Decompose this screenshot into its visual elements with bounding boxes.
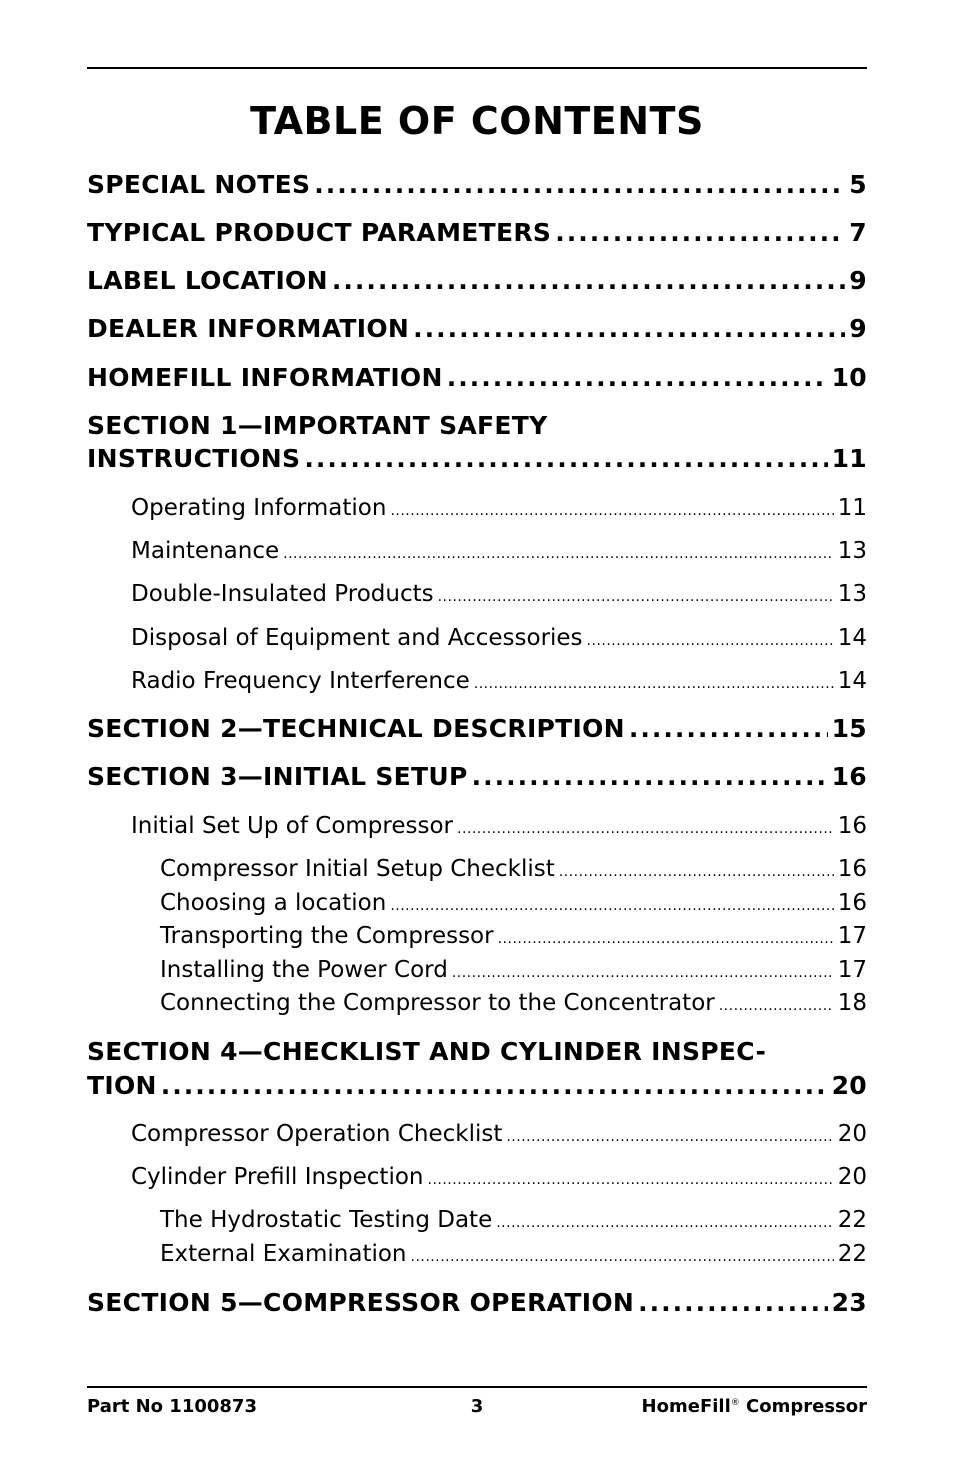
toc-entry-compressor-operation-checklist[interactable] [131,1121,867,1147]
footer-part-number: Part No 1100873 [87,1396,257,1417]
toc-entry-page: 14 [837,625,867,651]
toc-entry-page: 11 [837,495,867,521]
toc-entry-label: DEALER INFORMATION [87,314,410,343]
page-title: TABLE OF CONTENTS [250,99,704,143]
top-rule [87,67,867,69]
toc-entry-label: The Hydrostatic Testing Date [160,1207,493,1233]
toc-entry-label: Compressor Initial Setup Checklist [160,856,555,882]
toc-entry-label: INSTRUCTIONS [87,444,301,473]
dot-leader [638,1288,827,1317]
toc-entry-connecting-to-concentrator[interactable] [160,990,867,1016]
toc-entry-label: Installing the Power Cord [160,957,448,983]
toc-entry-label: SECTION 5—COMPRESSOR OPERATION [87,1288,635,1317]
toc-entry-page: 13 [837,581,867,607]
toc-entry-radio-frequency-interference[interactable] [131,668,867,694]
toc-entry-label: Compressor Operation Checklist [131,1121,503,1147]
registered-mark: ® [730,1398,740,1408]
toc-entry-label: TION [87,1071,157,1100]
toc-entry-page: 20 [837,1164,867,1190]
toc-entry-label: Transporting the Compressor [160,923,494,949]
toc-entry-page: 18 [837,990,867,1016]
toc-entry-page: 9 [849,314,867,343]
toc-entry-page: 17 [837,923,867,949]
toc-entry-page: 7 [849,218,867,247]
toc-entry-label: Double-Insulated Products [131,581,434,607]
dot-leader [411,1249,834,1265]
dot-leader [447,363,828,392]
toc-entry-label: LABEL LOCATION [87,266,328,295]
toc-entry-label: Initial Set Up of Compressor [131,813,453,839]
toc-entry-label: Cylinder Prefill Inspection [131,1164,424,1190]
dot-leader [719,998,834,1014]
toc-entry-homefill-information[interactable] [87,363,867,392]
toc-entry-typical-product-parameters[interactable] [87,218,867,247]
toc-entry-label: Connecting the Compressor to the Concentrator [160,990,715,1016]
toc-entry-page: 10 [831,363,867,392]
dot-leader [555,218,845,247]
toc-entry-label: HOMEFILL INFORMATION [87,363,443,392]
toc-entry-double-insulated-products[interactable] [131,581,867,607]
dot-leader [304,444,827,473]
toc-entry-initial-set-up[interactable] [131,813,867,839]
toc-entry-label: External Examination [160,1241,407,1267]
toc-entry-section-3[interactable] [87,762,867,791]
toc-entry-label: Maintenance [131,538,280,564]
toc-entry-section-4[interactable] [87,1071,867,1100]
toc-entry-label: TYPICAL PRODUCT PARAMETERS [87,218,552,247]
toc-entry-section-5[interactable] [87,1288,867,1317]
toc-entry-section-1-line1[interactable]: SECTION 1—IMPORTANT SAFETY [87,411,548,440]
dot-leader [438,589,834,605]
dot-leader [474,676,834,692]
toc-entry-special-notes[interactable] [87,170,867,199]
toc-entry-page: 20 [837,1121,867,1147]
toc-entry-page: 11 [831,444,867,473]
toc-entry-page: 13 [837,538,867,564]
dot-leader [496,1215,833,1231]
toc-entry-page: 16 [837,856,867,882]
dot-leader [629,714,828,743]
toc-entry-page: 16 [837,890,867,916]
toc-entry-label: Operating Information [131,495,387,521]
toc-entry-operating-information[interactable] [131,495,867,521]
toc-entry-transporting[interactable] [160,923,867,949]
toc-entry-page: 17 [837,957,867,983]
toc-entry-page: 23 [831,1288,867,1317]
dot-leader [506,1129,833,1145]
toc-entry-label: Radio Frequency Interference [131,668,470,694]
dot-leader [428,1172,834,1188]
dot-leader [472,762,828,791]
toc-entry-page: 5 [849,170,867,199]
toc-entry-page: 22 [837,1241,867,1267]
dot-leader [498,931,834,947]
footer-product: HomeFill [641,1396,731,1417]
toc-entry-page: 9 [849,266,867,295]
toc-entry-page: 20 [831,1071,867,1100]
toc-entry-installing-power-cord[interactable] [160,957,867,983]
toc-entry-cylinder-prefill-inspection[interactable] [131,1164,867,1190]
dot-leader [390,898,833,914]
toc-entry-label: Choosing a location [160,890,387,916]
toc-entry-dealer-information[interactable] [87,314,867,343]
toc-entry-label-location[interactable] [87,266,867,295]
toc-entry-page: 15 [831,714,867,743]
toc-entry-maintenance[interactable] [131,538,867,564]
toc-entry-label: SECTION 3—INITIAL SETUP [87,762,468,791]
toc-entry-external-examination[interactable] [160,1241,867,1267]
dot-leader [559,864,834,880]
toc-entry-page: 16 [837,813,867,839]
toc-entry-section-4-line1[interactable]: SECTION 4—CHECKLIST AND CYLINDER INSPEC- [87,1037,767,1066]
toc-entry-page: 22 [837,1207,867,1233]
toc-entry-page: 14 [837,668,867,694]
footer-page-number: 3 [470,1396,484,1417]
toc-entry-label: SPECIAL NOTES [87,170,311,199]
dot-leader [332,266,845,295]
toc-entry-page: 16 [831,762,867,791]
toc-entry-disposal-of-equipment[interactable] [131,625,867,651]
footer-product-name [642,1396,867,1417]
footer-product-suffix: Compressor [739,1396,867,1417]
dot-leader [161,1071,828,1100]
dot-leader [587,633,834,649]
toc-entry-label: SECTION 2—TECHNICAL DESCRIPTION [87,714,625,743]
dot-leader [413,314,845,343]
dot-leader [390,503,833,519]
toc-entry-label: Disposal of Equipment and Accessories [131,625,583,651]
dot-leader [457,821,834,837]
toc-entry-section-1[interactable] [87,444,867,473]
dot-leader [452,965,834,981]
toc-entry-section-2[interactable] [87,714,867,743]
dot-leader [314,170,845,199]
toc-entry-initial-setup-checklist[interactable] [160,856,867,882]
toc-entry-choosing-a-location[interactable] [160,890,867,916]
dot-leader [283,546,834,562]
toc-entry-hydrostatic-testing-date[interactable] [160,1207,867,1233]
footer-rule [87,1386,867,1388]
